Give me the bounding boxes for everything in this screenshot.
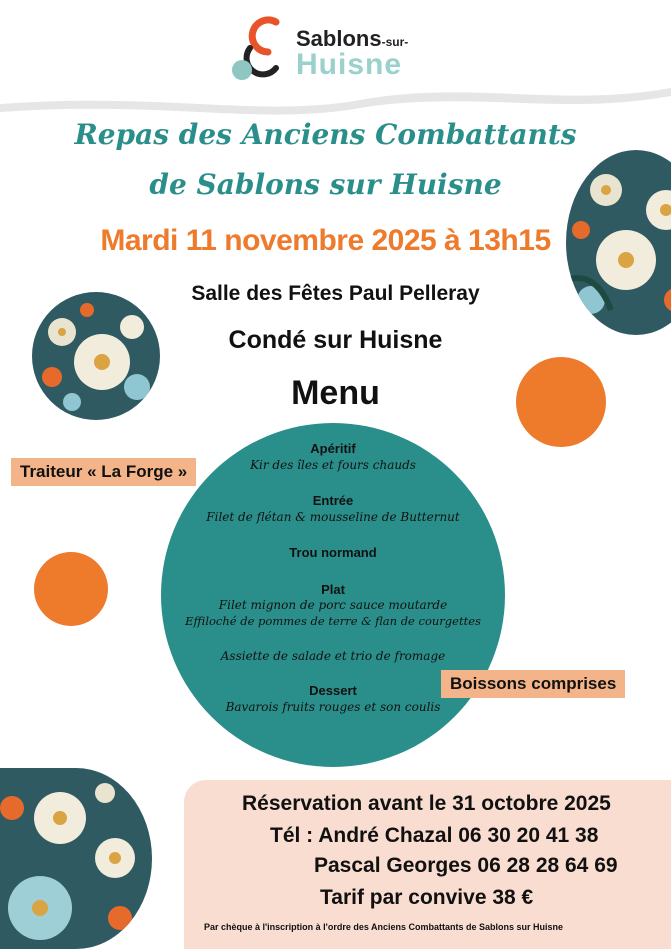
venue-town: Condé sur Huisne: [228, 326, 443, 354]
logo: [228, 12, 450, 86]
title-line2: de Sablons sur Huisne: [149, 168, 502, 201]
venue-hall: Salle des Fêtes Paul Pelleray: [191, 282, 480, 305]
floral-circle-left: [32, 292, 160, 420]
menu-salade: Assiette de salade et trio de fromage: [220, 649, 446, 663]
menu-dessert: Bavarois fruits rouges et son coulis: [225, 700, 441, 714]
logo-mark-icon: [228, 12, 298, 82]
menu-plat-label: Plat: [321, 582, 345, 597]
menu-dessert-label: Dessert: [309, 683, 357, 698]
reservation-tel-2: Pascal Georges 06 28 28 64 69: [314, 854, 618, 877]
reservation-note: Par chèque à l'inscription à l'ordre des Anciens Combattants de Sablons sur Huisne: [204, 922, 564, 932]
menu-plat-2: Effiloché de pommes de terre & flan de courgettes: [185, 614, 481, 628]
caterer-tag: Traiteur « La Forge »: [11, 458, 196, 486]
reservation-tel-1: Tél : André Chazal 06 30 20 41 38: [270, 824, 599, 847]
logo-line1: Sablons: [296, 26, 382, 51]
orange-circle-right: [516, 357, 606, 447]
menu-aperitif-label: Apéritif: [310, 441, 356, 456]
logo-line1b: -sur-: [381, 35, 409, 49]
menu-aperitif: Kir des îles et fours chauds: [250, 458, 416, 472]
reservation-panel: [184, 780, 671, 949]
logo-line2: Huisne: [296, 48, 403, 81]
menu-entree-label: Entrée: [312, 493, 354, 508]
floral-circle-bottom-left: [0, 768, 152, 949]
menu-entree: Filet de flétan & mousseline de Butternut: [206, 510, 460, 524]
reservation-price: Tarif par convive 38 €: [320, 886, 534, 909]
drinks-tag: Boissons comprises: [441, 670, 625, 698]
menu-title: Menu: [291, 374, 380, 412]
event-date: Mardi 11 novembre 2025 à 13h15: [100, 224, 551, 257]
menu-circle: [161, 423, 505, 767]
menu-trou-normand: Trou normand: [289, 545, 377, 560]
orange-circle-left: [34, 552, 108, 626]
title-line1: Repas des Anciens Combattants: [74, 118, 577, 151]
menu-plat-1: Filet mignon de porc sauce moutarde: [218, 598, 448, 612]
reservation-deadline: Réservation avant le 31 octobre 2025: [242, 792, 611, 815]
